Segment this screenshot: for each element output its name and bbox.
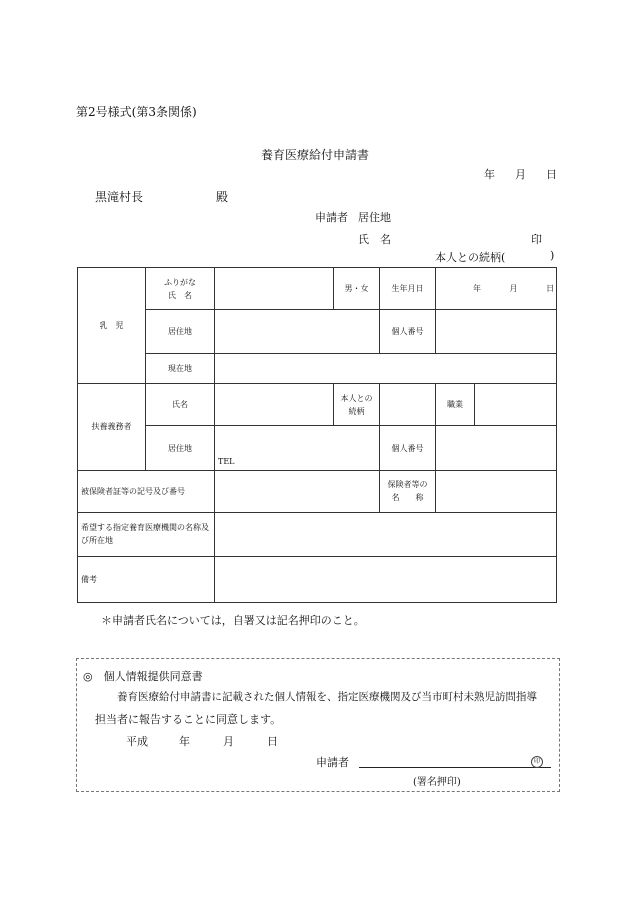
guardian-name-field[interactable] — [215, 384, 334, 426]
relation-close: ) — [550, 249, 555, 262]
birth-day-label: 日 — [546, 284, 555, 294]
infant-personal-number-field[interactable] — [436, 310, 557, 354]
relation-label-line1: 本人との — [340, 393, 373, 403]
consent-month: 月 — [223, 735, 234, 748]
insurance-id-label: 被保険者証等の記号及び番号 — [78, 470, 215, 512]
current-location-label: 現在地 — [146, 354, 215, 384]
date-year-label: 年 — [484, 168, 495, 181]
honorific: 殿 — [216, 190, 229, 204]
birth-date-field[interactable] — [436, 268, 557, 310]
applicant-name-label-shi: 氏 — [358, 233, 369, 246]
guardian-residence-field[interactable] — [215, 426, 380, 470]
sex-label[interactable]: 男・女 — [334, 268, 380, 310]
applicant-address-label: 居住地 — [358, 211, 391, 224]
guardian-personal-number-field[interactable] — [436, 426, 557, 470]
date-month-label: 月 — [515, 168, 526, 181]
consent-applicant-label: 申請者 — [316, 756, 349, 769]
relation-label: 本人との続柄( — [435, 251, 506, 264]
date-day-label: 日 — [546, 168, 557, 181]
signature-note-label: (署名押印) — [413, 777, 461, 788]
applicant-name-label-mei: 名 — [380, 233, 391, 246]
insurer-label-line1: 保険者等の — [387, 480, 428, 490]
institution-label-line1: 希望する指定養育医療機関の名称及 — [81, 523, 209, 533]
current-location-field[interactable] — [215, 354, 557, 384]
birth-date-label: 生年月日 — [380, 268, 436, 310]
tel-label: TEL — [218, 456, 235, 466]
furigana-label: ふりがな — [164, 277, 196, 287]
seal-label: 印 — [531, 233, 542, 246]
consent-title: ◎ 個人情報提供同意書 — [83, 670, 203, 683]
infant-residence-label: 居住地 — [146, 310, 215, 354]
institution-label-line2: び所在地 — [81, 536, 113, 546]
birth-month-label: 月 — [509, 284, 518, 294]
infant-name-field[interactable] — [215, 268, 334, 310]
relation-label-line2: 続柄 — [348, 406, 365, 416]
guardian-group-label: 扶養義務者 — [78, 384, 146, 470]
signature-line[interactable] — [359, 767, 551, 768]
infant-name-label: 氏 名 — [168, 290, 192, 300]
applicant-label: 申請者 — [315, 211, 348, 224]
signature-note: ＊申請者氏名については，自署又は記名押印のこと。 — [101, 614, 365, 627]
insurer-label-cell — [380, 470, 436, 512]
guardian-relation-field[interactable] — [380, 384, 436, 426]
occupation-field[interactable] — [475, 384, 557, 426]
insurer-label-line2: 名 称 — [391, 493, 424, 503]
infant-group-label: 乳 児 — [78, 268, 146, 384]
occupation-label: 職業 — [436, 384, 475, 426]
infant-name-label-cell — [146, 268, 215, 310]
application-table — [77, 267, 557, 603]
infant-personal-number-label: 個人番号 — [380, 310, 436, 354]
consent-era: 平成 — [126, 735, 148, 748]
guardian-personal-number-label: 個人番号 — [380, 426, 436, 470]
consent-box — [76, 658, 560, 792]
consent-day: 日 — [267, 735, 278, 748]
insurer-field[interactable] — [436, 470, 557, 512]
guardian-residence-label: 居住地 — [146, 426, 215, 470]
remarks-field[interactable] — [215, 556, 557, 602]
institution-field[interactable] — [215, 512, 557, 556]
form-number: 第2号様式(第3条関係) — [76, 105, 197, 119]
seal-mark-icon: 印 — [531, 756, 543, 768]
guardian-relation-label-cell — [334, 384, 380, 426]
consent-year: 年 — [179, 735, 190, 748]
guardian-name-label: 氏名 — [146, 384, 215, 426]
document-title: 養育医療給付申請書 — [260, 148, 369, 162]
consent-body-line2: 担当者に報告することに同意します。 — [95, 713, 282, 726]
infant-residence-field[interactable] — [215, 310, 380, 354]
insurance-id-field[interactable] — [215, 470, 380, 512]
addressee: 黒滝村長 — [95, 190, 144, 204]
remarks-label: 備考 — [78, 556, 215, 602]
birth-year-label: 年 — [473, 284, 481, 294]
consent-body-line1: 養育医療給付申請書に記載された個人情報を、指定医療機関及び当市町村未熟児訪問指導 — [117, 691, 537, 703]
institution-label-cell — [78, 512, 215, 556]
